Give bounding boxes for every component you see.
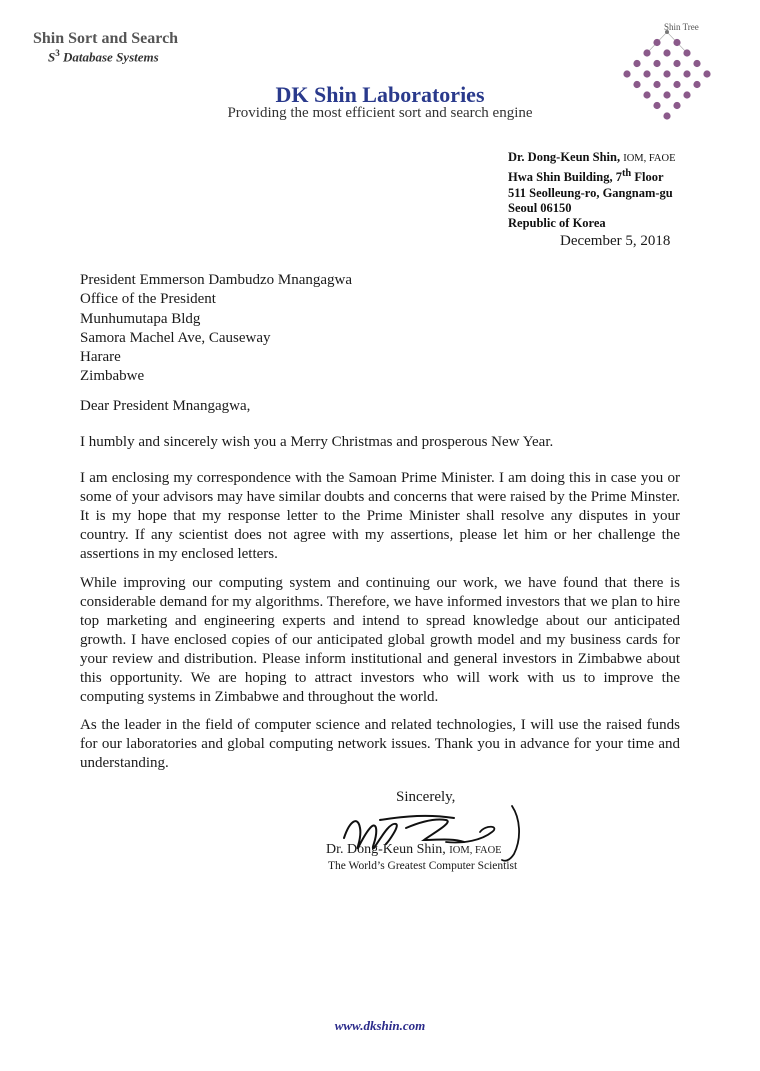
- sender-city: Seoul 06150: [508, 201, 572, 216]
- brand-subtitle: [48, 48, 159, 65]
- closing: Sincerely,: [396, 789, 456, 805]
- signature-name: [326, 842, 502, 858]
- sender-building-line: [508, 166, 676, 185]
- lab-tagline: Providing the most efficient sort and search engine: [227, 105, 533, 121]
- recipient-line: President Emmerson Dambudzo Mnangagwa: [80, 272, 353, 288]
- tree-node-dot: [623, 70, 630, 77]
- sender-country: Republic of Korea: [508, 216, 606, 231]
- tree-node-dot: [693, 60, 700, 67]
- sender-building: Hwa Shin Building, 7: [508, 170, 622, 185]
- sender-honors: IOM, FAOE: [623, 153, 676, 164]
- tree-node-dot: [683, 70, 690, 77]
- sender-building-rest: Floor: [631, 170, 664, 185]
- recipient-line: Samora Machel Ave, Causeway: [80, 329, 271, 346]
- brand-sub-prefix: S: [48, 49, 56, 65]
- sender-street: 511 Seolleung-ro, Gangnam-gu: [508, 185, 673, 200]
- signature-title: The World’s Greatest Computer Scientist: [328, 860, 518, 872]
- body-paragraph-3: While improving our computing system and continuing our work, we have found that there is considerable demand for my algorithms. Therefore, we have informed investors that we plan to hire top marketing and engineering experts and intend to spread knowledge about our anticipated growth. I have enclosed copies of our anticipated global growth model and my business cards for your review and distribution. Please inform institutional and general investors in Zimbabwe about this opportunity. We are hoping to attract investors who will work with us to improve the computing systems in Zimbabwe and throughout the world.: [80, 575, 680, 705]
- sender-address: [508, 150, 676, 232]
- brand-name: Shin Sort and Search: [33, 30, 179, 47]
- sender-building-sup: th: [621, 168, 632, 180]
- footer-website: www.dkshin.com: [334, 1018, 426, 1033]
- body-paragraph-4: As the leader in the field of computer science and related technologies, I will use the raised funds for our laboratories and global computing network issues. Thank you in advance for your time and understanding.: [80, 717, 680, 771]
- tree-label: Shin Tree: [664, 22, 699, 32]
- signature-name-text: Dr. Dong-Keun Shin,: [326, 842, 446, 857]
- body-paragraph-2: I am enclosing my correspondence with the Samoan Prime Minister. I am doing this in case you or some of your advisors may have similar doubts and concerns that were raised by the Prime Minster. It is my hope that my response letter to the Prime Minister shall resolve any disputes in your country. If any scientist does not agree with my assertions, please let him or her challenge the assertions in my enclosed letters.: [80, 470, 680, 562]
- recipient-line: Zimbabwe: [80, 368, 145, 385]
- tree-node-dot: [673, 39, 680, 46]
- tree-node-dot: [663, 70, 670, 77]
- brand-sub-superscript: 3: [55, 48, 60, 58]
- tree-node-dot: [643, 49, 650, 56]
- recipient-line: Munhumutapa Bldg: [80, 310, 201, 327]
- tree-node-dot: [703, 70, 710, 77]
- recipient-line: Harare: [80, 349, 121, 366]
- tree-node-dot: [653, 39, 660, 46]
- lab-name: DK Shin Laboratories: [275, 82, 485, 107]
- recipient-line: Office of the President: [80, 291, 216, 308]
- letter-date: December 5, 2018: [560, 233, 671, 249]
- body-paragraph-1: I humbly and sincerely wish you a Merry Christmas and prosperous New Year.: [80, 434, 554, 450]
- sender-name-line: [508, 150, 676, 166]
- tree-node-dot: [673, 60, 680, 67]
- tree-node-dot: [663, 49, 670, 56]
- sender-name: Dr. Dong-Keun Shin,: [508, 150, 621, 164]
- tree-node-dot: [643, 70, 650, 77]
- tree-node-dot: [653, 60, 660, 67]
- recipient-address: [80, 271, 352, 387]
- brand-sub-rest: Database Systems: [59, 49, 159, 65]
- tree-node-dot: [683, 49, 690, 56]
- signature-honors: IOM, FAOE: [449, 845, 502, 856]
- tree-node-dot: [633, 60, 640, 67]
- salutation: Dear President Mnangagwa,: [80, 398, 251, 414]
